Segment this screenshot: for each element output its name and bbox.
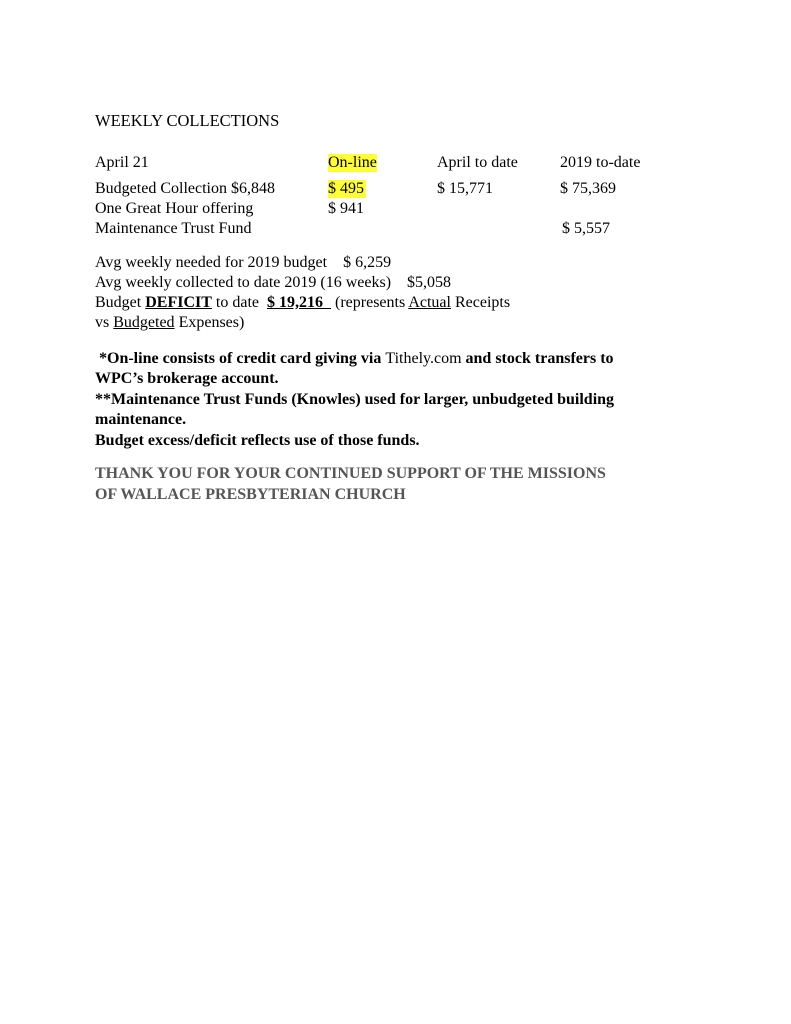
online-note-a: *On-line consists of credit card giving via <box>95 350 386 367</box>
online-note-site: Tithely.com <box>385 350 462 367</box>
budget-note: Budget excess/deficit reflects use of those funds. <box>95 432 420 449</box>
row-budgeted-online: $ 495 <box>328 180 364 197</box>
deficit-paren-start: (represents <box>331 294 409 311</box>
avg-collected-label: Avg weekly collected to date 2019 (16 weeks) <box>95 274 392 291</box>
avg-collected-value: $5,058 <box>407 274 452 291</box>
avg-collected-line <box>95 274 451 292</box>
deficit-expenses: Expenses) <box>174 314 245 331</box>
row-budgeted-label: Budgeted Collection $6,848 <box>95 180 275 197</box>
deficit-word: DEFICIT <box>145 294 212 311</box>
deficit-budgeted: Budgeted <box>113 314 175 331</box>
avg-needed-label: Avg weekly needed for 2019 budget <box>95 254 328 271</box>
online-note-line-1 <box>95 349 614 368</box>
row-great-hour-label: One Great Hour offering <box>95 200 254 217</box>
deficit-receipts: Receipts <box>450 294 511 311</box>
deficit-value: $ 19,216 <box>267 294 331 311</box>
page-title-main: WEEKLY COLLECTIO <box>95 111 259 130</box>
maintenance-note-line-2: maintenance. <box>95 411 187 428</box>
deficit-actual: Actual <box>408 294 451 311</box>
row-budgeted-year: $ 75,369 <box>560 180 616 197</box>
row-great-hour-online: $ 941 <box>328 200 364 217</box>
thanks-line-2: OF WALLACE PRESBYTERIAN CHURCH <box>95 486 406 503</box>
online-note-b: and stock transfers to <box>461 350 614 367</box>
deficit-prefix: Budget <box>95 294 146 311</box>
avg-needed-line <box>95 254 391 272</box>
thanks-line-1: THANK YOU FOR YOUR CONTINUED SUPPORT OF THE MISSIONS <box>95 465 606 482</box>
deficit-mid: to date <box>211 294 267 311</box>
online-note-line-2: WPC’s brokerage account. <box>95 370 279 387</box>
row-budgeted-month: $ 15,771 <box>437 180 493 197</box>
row-maintenance-label: Maintenance Trust Fund <box>95 220 252 237</box>
header-date: April 21 <box>95 154 149 171</box>
page-title <box>95 111 279 131</box>
deficit-line <box>95 294 510 312</box>
header-year-to-date: 2019 to-date <box>560 154 641 171</box>
page-title-tail: NS <box>258 111 280 130</box>
row-maintenance-year: $ 5,557 <box>562 220 610 237</box>
header-online: On-line <box>328 154 377 171</box>
deficit-vs: vs <box>95 314 114 331</box>
avg-needed-value: $ 6,259 <box>343 254 392 271</box>
header-month-to-date: April to date <box>437 154 518 171</box>
deficit-line-2 <box>95 314 244 332</box>
maintenance-note-line-1: **Maintenance Trust Funds (Knowles) used for larger, unbudgeted building <box>95 391 615 408</box>
